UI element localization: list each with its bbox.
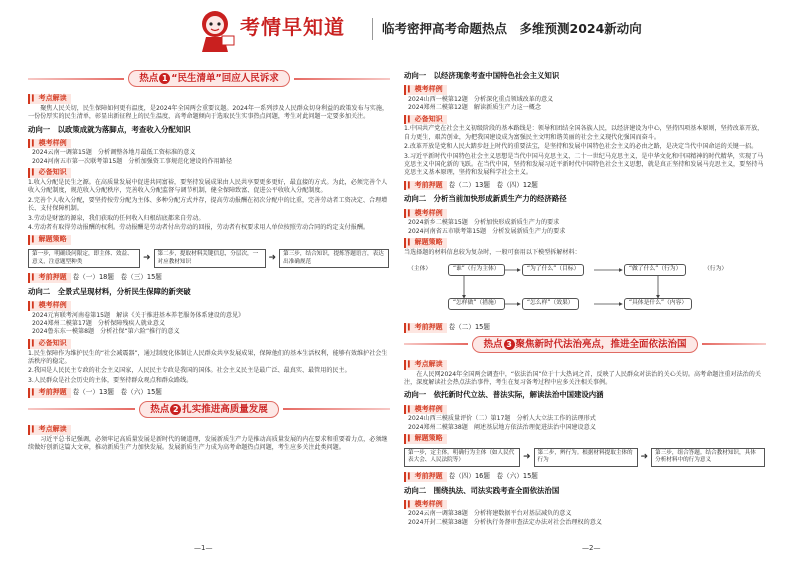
label-text: 解题策略 xyxy=(414,238,443,247)
sample-question: 2024山西一模第12题 分析深化重点领域改革的意义 xyxy=(408,95,554,103)
method-flow xyxy=(404,448,766,467)
diagram-box: “具体是什么”（内容） xyxy=(624,298,692,310)
flow-step: 第一步，定主体。明确行为主体（如人民代表大会、人民法院等） xyxy=(404,448,520,467)
label-text: 模考样例 xyxy=(414,208,443,217)
book-icon: ▍ xyxy=(408,239,413,247)
book-icon: ▍ xyxy=(32,236,37,244)
sample-question: 2024云南一调第38题 分析将建数据平台对基层减负的意义 xyxy=(408,510,572,518)
hot-label: 热点 xyxy=(150,403,170,415)
knowledge-point: 2.完善个人收入分配，要坚持按劳分配为主体、多种分配方式并存，提高劳动报酬在初次分配中的比重，完善劳动者工资决定、合理增长、支付保障机制。 xyxy=(28,196,388,213)
sample-question: 2024新乡二模第15题 分析加快形成新质生产力的要求 xyxy=(408,219,560,227)
hot-topic-1-banner xyxy=(28,70,390,87)
label-text: 解题策略 xyxy=(38,235,67,244)
hot-number: 2 xyxy=(170,404,181,415)
book-icon: ▍ xyxy=(408,115,413,123)
banner-line xyxy=(28,78,124,80)
label-text: 模考样例 xyxy=(414,499,443,508)
knowledge-point: 3.劳动是财富的源泉，我们获取的任何收入归根结底都来自劳动。 xyxy=(28,214,205,222)
flow-step: 第二步，辨行为。根据材料提取主体的行为 xyxy=(534,448,638,467)
flow-step: 第二步，提取材料关键信息，分层次，一对应教材知识 xyxy=(154,249,266,268)
arrow-right-icon: ➜ xyxy=(143,253,151,264)
label-text: 解题策略 xyxy=(414,434,443,443)
section-label xyxy=(404,434,447,444)
sample-question: 2024河南五市第一次联考第15题 分析加强资工事规范化建设的作用路径 xyxy=(32,157,232,165)
diagram-box: “谁”（行为主体） xyxy=(448,264,505,276)
knowledge-point: 1.民生保障作为维护民生的“社会减震器”，通过制度化体制让人民群众共享发展成果，保障他们的基本生活权利，能够有效维护社会生活秩序的稳定。 xyxy=(28,349,388,365)
trend-3-heading: 动向一 以经济现象考查中国特色社会主义知识 xyxy=(404,71,560,80)
banner-line xyxy=(28,408,135,410)
label-text: 考前押题 xyxy=(414,180,443,189)
cartoon-mascot-icon xyxy=(192,6,238,54)
section-label xyxy=(28,425,71,435)
section-label xyxy=(404,115,447,125)
knowledge-point: 2.我国是人民民主专政的社会主义国家，人民民主专政是我国的国体。社会主义民主是最广泛、最真实、最管用的民主。 xyxy=(28,367,351,375)
arrow-right-icon: ➜ xyxy=(523,452,531,463)
trend-1-heading: 动向一 以政策成就为落脚点，考查收入分配知识 xyxy=(28,124,191,134)
sample-question: 2024山西三模质量评价（二）第17题 分析人大立法工作的法理形式 xyxy=(408,415,596,423)
hot-number: 3 xyxy=(504,339,515,350)
section-label xyxy=(28,301,71,311)
diagram-box: “怎样做”（措施） xyxy=(448,298,505,310)
book-icon: ▍ xyxy=(32,95,37,103)
label-text: 考点解读 xyxy=(414,359,443,368)
knowledge-point: 3.习近平新时代中国特色社会主义思想是当代中国马克思主义、二十一世纪马克思主义，是中华文化和中国精神的时代精华，实现了马克思主义中国化新的飞跃。在当代中国，坚持和发展习近平新时代中国特色社会主义思想，就是真正坚持和发展马克思主义，要坚持马克思主义基本原理，坚持和发展科学社会主义。 xyxy=(404,152,764,177)
section-label xyxy=(28,339,71,349)
section-label xyxy=(28,388,71,398)
section-label xyxy=(404,238,447,248)
trend-4-heading: 动向二 分析当前加快形成新质生产力的经济路径 xyxy=(404,194,567,204)
section-label xyxy=(28,273,71,283)
arrow-right-icon: ➜ xyxy=(268,253,277,264)
label-text: 考前押题 xyxy=(414,323,443,332)
knowledge-point: 3.人民群众是社会历史的主体，要坚持群众观点和群众路线。 xyxy=(28,376,193,384)
label-text: 考前押题 xyxy=(38,273,67,282)
knowledge-point: 1.中国共产党在社会主义初级阶段的基本路线是：领导和团结全国各族人民，以经济建设为中心，坚持四项基本原则，坚持改革开放，自力更生，艰苦创业，为把我国建设成为富强民主文明和谐美丽的社会主义现代化强国而奋斗。 xyxy=(404,125,764,141)
hot-title-text: 聚焦新时代法治亮点，推进全面依法治国 xyxy=(515,338,687,350)
knowledge-point: 1.收入分配是民生之源。在高质量发展中促进共同富裕，要坚持发展成果由人民共享要更多更好，最直接的方式。为此，必须完善个人收入分配制度，规范收入分配秩序，完善收入分配监督与调节机制，健全保障致富、促进公平收收入分配制度。 xyxy=(28,178,388,195)
section-label xyxy=(28,235,71,245)
right-column xyxy=(404,68,766,527)
flow-step: 第三步，组合答题。结合教材知识，具体分析材料中的行为意义 xyxy=(651,448,765,467)
sample-question: 2024云南一调第15题 分析调整各地月最低工资标准的意义 xyxy=(32,149,196,157)
hot-topic-3-banner xyxy=(404,336,766,353)
diagram-box: “做了什么”（行为） xyxy=(624,264,686,276)
sample-question: 2024河南省五市联考第15题 分析发展新质生产力的要求 xyxy=(408,227,566,235)
label-text: 模考样例 xyxy=(414,85,443,94)
trend-5-heading: 动向一 依托新时代立法、普法实际，解读法治中国建设内涵 xyxy=(404,390,604,400)
knowledge-point: 4.劳动者有取得劳动报酬的权利。劳动报酬是劳动者付出劳动的回报，劳动者有权要求用人单位按照劳动合同的约定支付报酬。 xyxy=(28,223,369,231)
header xyxy=(0,0,800,60)
hot-title-text: 扎实推进高质量发展 xyxy=(182,403,268,415)
section-label xyxy=(404,181,447,191)
label-text: 必备知识 xyxy=(414,114,443,123)
section-label xyxy=(404,405,447,415)
label-text: 必备知识 xyxy=(38,168,67,177)
banner-line xyxy=(294,78,390,80)
book-icon: ▍ xyxy=(408,360,413,368)
book-icon: ▍ xyxy=(408,86,413,94)
hot-topic-1-title xyxy=(128,70,290,87)
diagram-box: “为了什么”（目标） xyxy=(522,264,584,276)
diagram-box: “怎么样”（效果） xyxy=(522,298,579,310)
label-text: 模考样例 xyxy=(414,404,443,413)
hot-label: 热点 xyxy=(483,338,503,350)
book-icon: ▍ xyxy=(32,389,37,397)
label-text: 模考样例 xyxy=(38,138,67,147)
hot-topic-2-banner xyxy=(28,401,390,418)
trend-6-heading: 动向二 围绕执法、司法实践考查全面依法治国 xyxy=(404,485,560,495)
banner-line xyxy=(702,343,766,345)
section-label xyxy=(28,168,71,178)
header-subtitle: 临考密押高考命题热点 多维预测2024新动向 xyxy=(382,21,642,36)
method-flow xyxy=(28,249,390,268)
hot-topic-3-title xyxy=(472,336,697,353)
analysis-diagram xyxy=(404,260,766,318)
label-text: 必备知识 xyxy=(38,338,67,347)
left-column xyxy=(28,68,390,453)
section-label xyxy=(404,85,447,95)
exam-items: 卷（二）13题 卷（四）12题 xyxy=(448,180,538,189)
section-label xyxy=(404,360,447,370)
sample-question: 2024郑州二模第17题 分析保障残疾人就业意义 xyxy=(32,320,165,328)
book-icon: ▍ xyxy=(408,405,413,413)
section-label xyxy=(404,323,447,333)
flow-step: 第三步，结合知识，提炼答题语言，表达出准确规范 xyxy=(279,249,389,268)
book-icon: ▍ xyxy=(408,500,413,508)
knowledge-point: 2.改革开放是党和人民大踏步赶上时代的重要法宝，是坚持和发展中国特色社会主义的必由之路，是决定当代中国命运的关键一招。 xyxy=(404,143,758,151)
intro-paragraph: 聚焦人民关切，民生保障如何更有温度，是2024年全国两会重要议题。2024年一系列涉及人民群众切身利益的政策发布与实施，一份份厚实的民生清单，彰显出新征程上的民生温度，高考命题倾向于选取民生实事热点问题，考生对此问题一定要多加关注。 xyxy=(28,104,389,121)
diagram-note: （主体） xyxy=(408,266,432,273)
hot-label: 热点 xyxy=(139,73,159,84)
book-icon: ▍ xyxy=(408,324,413,332)
book-icon: ▍ xyxy=(408,181,413,189)
exam-items: 卷（四）16题 卷（六）15题 xyxy=(448,471,538,480)
trend-2-heading: 动向二 全景式呈现材料，分析民生保障的新突破 xyxy=(28,286,191,296)
sample-question: 2024开封二模第38题 分析执行务督审查法定办法对社会治理权的意义 xyxy=(408,518,602,526)
book-icon: ▍ xyxy=(32,169,37,177)
book-icon: ▍ xyxy=(408,472,413,480)
label-text: 考点解读 xyxy=(38,94,67,103)
exam-items: 卷（一）18题 卷（三）15题 xyxy=(72,273,162,282)
label-text: 模考样例 xyxy=(38,300,67,309)
section-label xyxy=(404,472,447,482)
arrow-right-icon: ➜ xyxy=(640,452,649,463)
hot-number: 1 xyxy=(159,73,170,84)
exam-items: 卷（二）15题 xyxy=(448,323,490,332)
diagram-note: （行为） xyxy=(704,266,728,273)
section-label xyxy=(404,500,447,510)
book-icon: ▍ xyxy=(32,274,37,282)
hot-title-text: “民生清单”回应人民诉求 xyxy=(171,73,279,84)
section-label xyxy=(28,139,71,149)
sample-question: 2024鲁东东一模第8题 分析社保“第六险”推行的意义 xyxy=(32,328,180,336)
method-text: 当选择题的材料信息较为复杂时，一般可套用以下模型拆解材料： xyxy=(404,248,581,256)
book-icon: ▍ xyxy=(32,339,37,347)
flow-step: 第一步，明确设问限定，即主体、效益、意义，注意题型种类 xyxy=(28,249,140,268)
section-label xyxy=(28,94,71,104)
book-icon: ▍ xyxy=(32,425,37,433)
section-label xyxy=(404,209,447,219)
hot-topic-2-title xyxy=(139,401,279,418)
intro-paragraph: 在人民网2024年全国两会调查中，“依法治国”位于十大热词之首，反映了人民群众对法治的关心关切。高考命题注重对法治的关注，深度解读社会热点法治事件，考生在复习备考过程中应多关注相关事例。 xyxy=(404,370,761,387)
label-text: 考前押题 xyxy=(38,388,67,397)
book-icon: ▍ xyxy=(32,139,37,147)
intro-paragraph: 习近平总书记强调，必须牢记高质量发展是新时代的硬道理，发展新质生产力是推动高质量发展的内在要求和重要着力点，必须继续做好创新这篇大文章，推动新质生产力加快发展。发展新质生产力成为高考命题热点问题，考生应多关注此类问题。 xyxy=(28,435,388,451)
sample-question: 2024郑州二模第12题 解读新质生产力这一概念 xyxy=(408,104,541,112)
brand-title: 考情早知道 xyxy=(240,15,345,39)
book-icon: ▍ xyxy=(408,435,413,443)
sample-question: 2024郑州二模第38题 阐述基层地方依法治理促进法治中国建设意义 xyxy=(408,423,596,431)
sample-question: 2024元宵联考河南卷第15题 解读《关于推进基本养老服务体系建设的意见》 xyxy=(32,311,245,319)
banner-line xyxy=(283,408,390,410)
page-number-left: —1— xyxy=(194,544,213,552)
banner-line xyxy=(404,343,468,345)
exam-items: 卷（一）13题 卷（六）15题 xyxy=(72,388,162,397)
label-text: 考点解读 xyxy=(38,424,67,433)
book-icon: ▍ xyxy=(408,209,413,217)
page-number-right: —2— xyxy=(582,544,601,552)
header-divider xyxy=(372,18,373,40)
book-icon: ▍ xyxy=(32,301,37,309)
label-text: 考前押题 xyxy=(414,471,443,480)
